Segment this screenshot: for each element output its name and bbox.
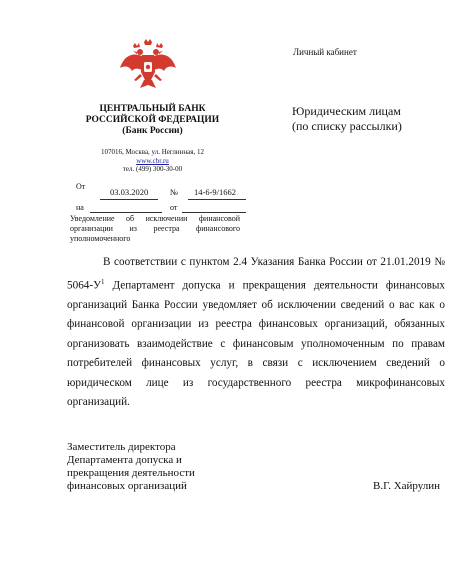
from-label: От: [76, 182, 86, 191]
bank-name-line2: РОССИЙСКОЙ ФЕДЕРАЦИИ: [85, 115, 220, 125]
personal-cabinet-label: Личный кабинет: [293, 47, 357, 57]
bank-short-name: (Банк России): [122, 126, 183, 136]
recipient-line1: Юридическим лицам: [292, 104, 401, 118]
bank-website-link[interactable]: www.cbr.ru: [136, 156, 169, 165]
signatory-title-line2: Департамента допуска и: [67, 454, 182, 466]
body-text-end: Департамент допуска и прекращения деятельности финансовых организаций Банка России уведомляет об исключении сведений о вас как о финансовой организации из реестра финансовых организаций, обязанных организовать взаимодействие с финансовым уполномоченным по правам потребителей финансовых услуг, в связи с исключением сведений о юридическом лице из государственного реестра микрофинансовых организаций.: [67, 279, 445, 409]
bank-address: 107016, Москва, ул. Неглинная, 12: [101, 148, 204, 156]
number-underline: [188, 199, 246, 200]
in-reply-label: на: [76, 203, 84, 212]
reply-number-underline: [90, 212, 162, 213]
bank-name: [70, 104, 235, 126]
signatory-name: В.Г. Хайрулин: [373, 480, 441, 492]
letter-number: 14-6-9/1662: [194, 187, 237, 197]
footnote-marker: 1: [101, 277, 105, 286]
number-symbol: №: [170, 187, 179, 197]
in-reply-from-label: от: [170, 203, 178, 212]
signatory-title: [67, 441, 195, 493]
letter-body: [67, 253, 445, 413]
recipient-line2: (по списку рассылки): [292, 119, 402, 133]
body-text-start: В соответствии с пунктом 2.4 Указания Банка России от 21.01.2019 № 5064-У: [67, 256, 445, 292]
signatory-title-line3: прекращения деятельности: [67, 467, 195, 479]
bank-address-block: [70, 148, 235, 174]
signatory-title-line1: Заместитель директора: [67, 441, 176, 453]
recipient-block: [292, 104, 402, 134]
bank-name-line1: ЦЕНТРАЛЬНЫЙ БАНК: [99, 104, 206, 114]
signatory-title-line4: финансовых организаций: [67, 480, 187, 492]
letter-subject: Уведомление об исключении финансовой организации из реестра финансового уполномоченного: [70, 214, 240, 243]
date-underline: [100, 199, 158, 200]
emblem-icon: [118, 38, 178, 94]
letter-date: 03.03.2020: [110, 187, 149, 197]
reply-date-underline: [182, 212, 246, 213]
bank-phone: тел. (499) 300-30-00: [122, 165, 183, 173]
